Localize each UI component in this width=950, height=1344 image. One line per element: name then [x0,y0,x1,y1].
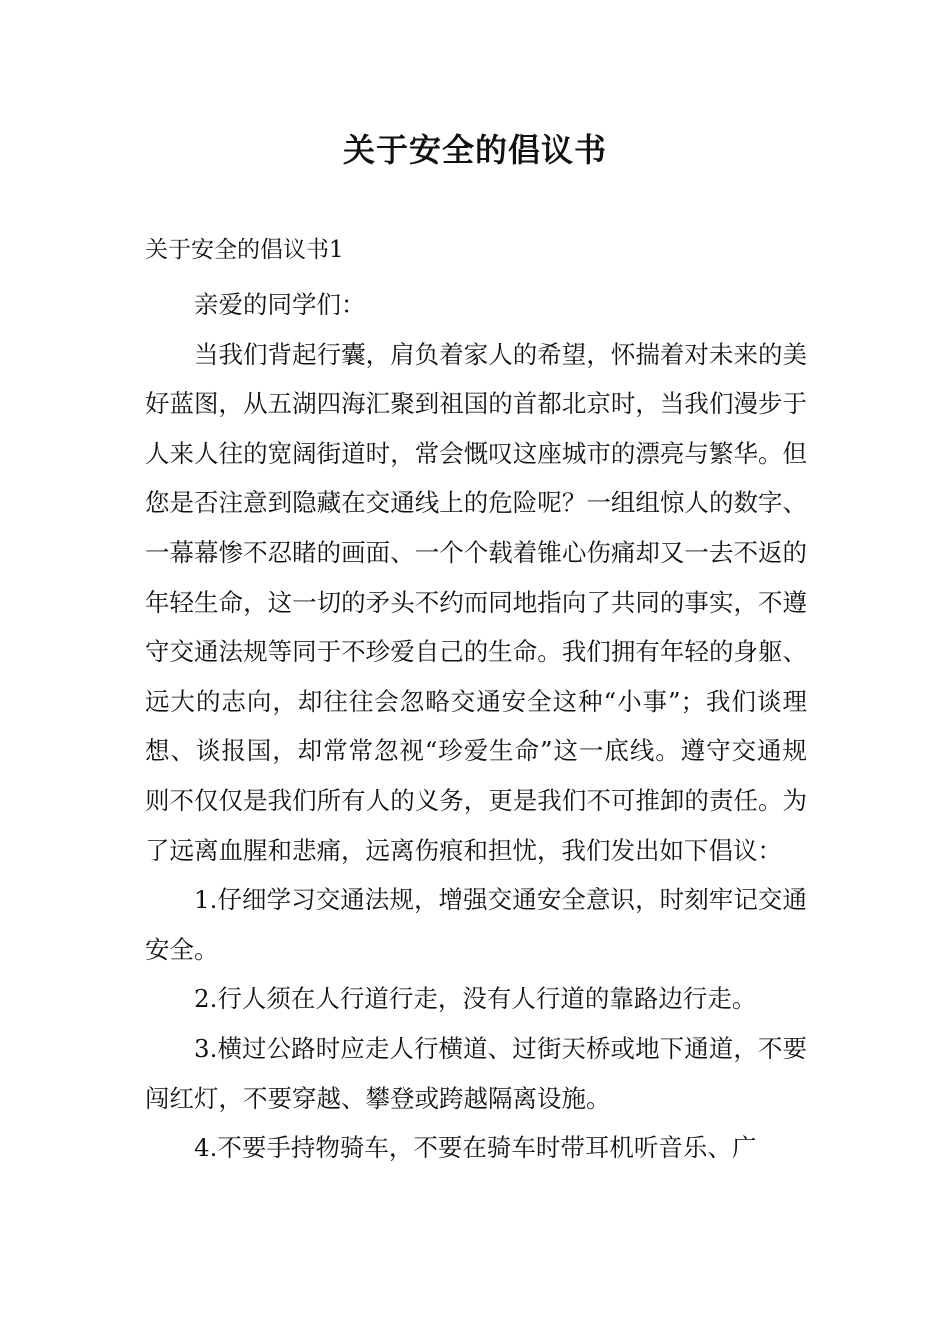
proposal-item-4: 4.不要手持物骑车，不要在骑车时带耳机听音乐、广 [194,1133,757,1163]
proposal-item-1: 1.仔细学习交通法规，增强交通安全意识，时刻牢记交通安全。 [145,885,807,964]
intro-paragraph: 当我们背起行囊，肩负着家人的希望，怀揣着对未来的美好蓝图，从五湖四海汇聚到祖国的首都北京时，当我们漫步于人来人往的宽阔街道时，常会慨叹这座城市的漂亮与繁华。但您是否注意到隐藏在交通线上的危险呢？一组组惊人的数字、一幕幕惨不忍睹的画面、一个个载着锥心伤痛却又一去不返的年轻生命，这一切的矛头不约而同地指向了共同的事实，不遵守交通法规等同于不珍爱自己的生命。我们拥有年轻的身躯、远大的志向，却往往会忽略交通安全这种“小事”；我们谈理想、谈报国，却常常忽视“珍爱生命”这一底线。遵守交通规则不仅仅是我们所有人的义务，更是我们不可推卸的责任。为了远离血腥和悲痛，远离伤痕和担忧，我们发出如下倡议： [145,339,807,865]
salutation-paragraph: 亲爱的同学们： [194,290,366,319]
document-title: 关于安全的倡议书 [342,131,607,169]
proposal-item-2: 2.行人须在人行道行走，没有人行道的靠路边行走。 [194,984,757,1014]
document-body [145,280,807,1173]
proposal-item-3: 3.横过公路时应走人行横道、过街天桥或地下通道，不要闯红灯，不要穿越、攀登或跨越隔离设施。 [145,1033,807,1113]
section-heading: 关于安全的倡议书1 [145,237,344,263]
